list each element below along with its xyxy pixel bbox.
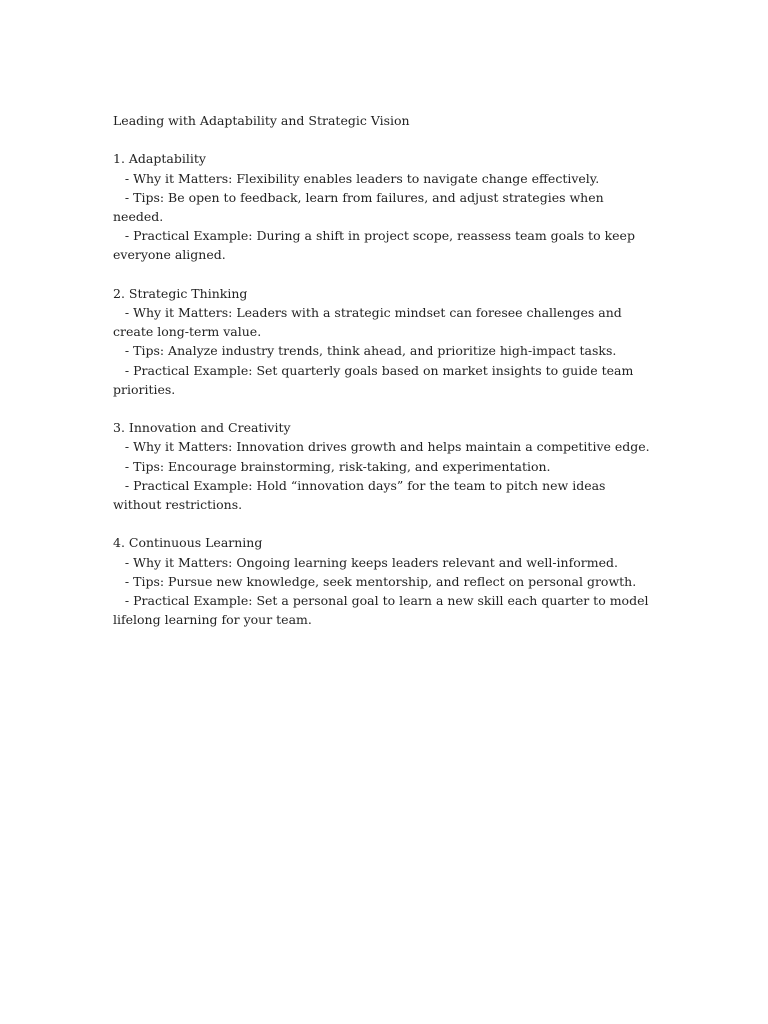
section-item-text: - Tips: Analyze industry trends, think ahead, and prioritize high-impact tasks.: [124, 343, 617, 359]
document-title: Leading with Adaptability and Strategic Vision: [113, 113, 410, 128]
section-continuous-learning: [113, 533, 653, 629]
section-item-text: - Practical Example: Set quarterly goals based on market insights to guide team priorities.: [113, 362, 634, 397]
section-item-text: - Practical Example: During a shift in project scope, reassess team goals to keep everyone aligned.: [113, 228, 635, 263]
section-item-text: - Practical Example: Hold “innovation days” for the team to pitch new ideas without restrictions.: [113, 477, 606, 513]
section-heading: 4. Continuous Learning: [113, 535, 263, 551]
section-item: [113, 591, 653, 629]
section-item-text: - Why it Matters: Flexibility enables leaders to navigate change effectively.: [124, 170, 600, 186]
section-item-text: - Why it Matters: Innovation drives growth and helps maintain a competitive edge.: [124, 439, 650, 455]
section-item-text: - Tips: Be open to feedback, learn from failures, and adjust strategies when needed.: [113, 189, 604, 224]
section-item: [113, 457, 653, 476]
section-item: [113, 169, 653, 188]
section-item-text: - Tips: Pursue new knowledge, seek mentorship, and reflect on personal growth.: [124, 573, 637, 589]
section-item: [113, 303, 653, 341]
section-adaptability: [113, 149, 653, 264]
section-item: [113, 437, 653, 456]
section-item: [113, 361, 653, 399]
section-heading: 1. Adaptability: [113, 151, 206, 167]
section-item-text: - Tips: Encourage brainstorming, risk-taking, and experimentation.: [124, 458, 551, 474]
section-strategic-thinking: [113, 284, 653, 399]
section-item: [113, 476, 653, 514]
section-item: [113, 188, 653, 226]
section-item: [113, 226, 653, 264]
section-innovation-creativity: [113, 418, 653, 514]
section-item: [113, 341, 653, 360]
section-item-text: - Practical Example: Set a personal goal to learn a new skill each quarter to model lifelong learning for your team.: [113, 593, 649, 628]
section-item-text: - Why it Matters: Leaders with a strategic mindset can foresee challenges and create long-term value.: [113, 305, 622, 340]
section-item: [113, 572, 653, 591]
section-heading: 3. Innovation and Creativity: [113, 420, 291, 436]
section-item-text: - Why it Matters: Ongoing learning keeps leaders relevant and well-informed.: [124, 554, 618, 570]
document-body: [113, 111, 653, 649]
section-item: [113, 553, 653, 572]
section-heading: 2. Strategic Thinking: [113, 285, 248, 301]
